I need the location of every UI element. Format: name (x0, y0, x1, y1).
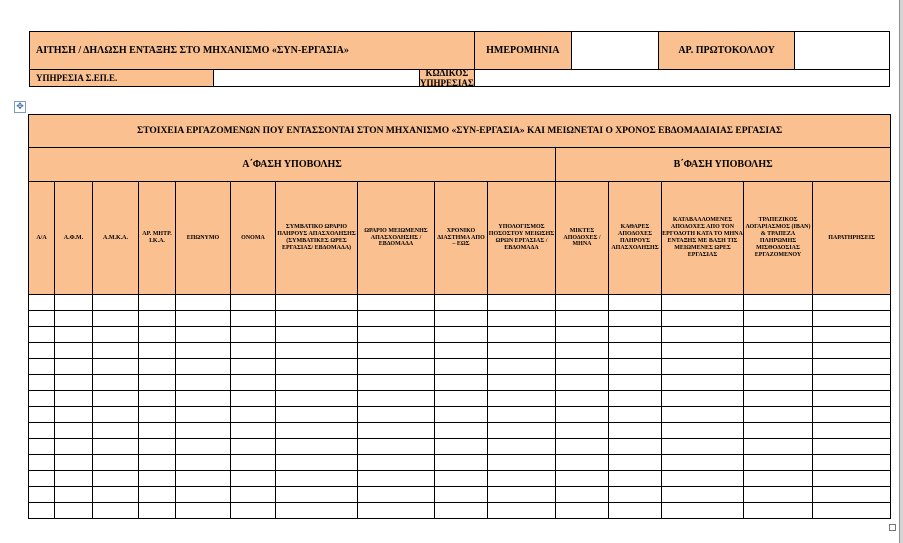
table-cell[interactable] (176, 503, 231, 519)
col-ika: ΑΡ. ΜΗΤΡ. Ι.Κ.Α. (139, 182, 176, 295)
table-cell[interactable] (744, 439, 813, 455)
table-cell[interactable] (744, 327, 813, 343)
table-cell[interactable] (55, 503, 93, 519)
col-aa: Α/Α (29, 182, 55, 295)
table-cell[interactable] (276, 439, 358, 455)
table-row (29, 327, 891, 343)
table-cell[interactable] (662, 375, 744, 391)
service-label: ΥΠΗΡΕΣΙΑ Σ.ΕΠ.Ε. (30, 70, 214, 86)
table-cell[interactable] (556, 471, 609, 487)
table-cell[interactable] (358, 487, 435, 503)
table-cell[interactable] (488, 471, 556, 487)
col-surname: ΕΠΩΝΥΜΟ (176, 182, 231, 295)
col-paid-by-employer: ΚΑΤΑΒΑΛΛΟΜΕΝΕΣ ΑΠΟΔΟΧΕΣ ΑΠΟ ΤΟΝ ΕΡΓΟΔΟΤΗ ΚΑΤΑ ΤΟ ΜΗΝΑ ΕΝΤΑΞΗΣ ΜΕ ΒΑΣΗ ΤΙΣ ΜΕΙΩΜΕΝΕΣ ΩΡΕΣ ΕΡΓΑΣΙΑΣ (662, 182, 744, 295)
table-cell[interactable] (435, 471, 488, 487)
table-cell[interactable] (358, 311, 435, 327)
table-cell[interactable] (662, 295, 744, 311)
table-cell[interactable] (744, 487, 813, 503)
table-cell[interactable] (276, 343, 358, 359)
table-cell[interactable] (556, 359, 609, 375)
service-field[interactable] (214, 70, 420, 86)
table-cell[interactable] (55, 407, 93, 423)
table-cell[interactable] (139, 391, 176, 407)
table-cell[interactable] (176, 487, 231, 503)
table-cell[interactable] (93, 295, 139, 311)
table-cell[interactable] (609, 311, 662, 327)
table-cell[interactable] (231, 343, 276, 359)
table-cell[interactable] (276, 311, 358, 327)
table-cell[interactable] (139, 343, 176, 359)
table-cell[interactable] (556, 343, 609, 359)
table-cell[interactable] (744, 391, 813, 407)
table-cell[interactable] (435, 295, 488, 311)
table-row (29, 503, 891, 519)
table-cell[interactable] (29, 487, 55, 503)
table-cell[interactable] (609, 471, 662, 487)
table-cell[interactable] (276, 327, 358, 343)
table-cell[interactable] (813, 375, 891, 391)
table-cell[interactable] (93, 391, 139, 407)
table-cell[interactable] (744, 423, 813, 439)
table-cell[interactable] (358, 455, 435, 471)
phase-b-header: Β΄ΦΑΣΗ ΥΠΟΒΟΛΗΣ (556, 148, 891, 182)
table-cell[interactable] (29, 423, 55, 439)
table-cell[interactable] (435, 391, 488, 407)
table-cell[interactable] (813, 487, 891, 503)
table-cell[interactable] (488, 455, 556, 471)
table-cell[interactable] (55, 439, 93, 455)
table-cell[interactable] (662, 311, 744, 327)
table-cell[interactable] (744, 455, 813, 471)
table-cell[interactable] (139, 439, 176, 455)
table-cell[interactable] (488, 327, 556, 343)
table-cell[interactable] (662, 359, 744, 375)
table-cell[interactable] (744, 503, 813, 519)
table-cell[interactable] (435, 455, 488, 471)
table-cell[interactable] (813, 391, 891, 407)
table-cell[interactable] (488, 311, 556, 327)
table-cell[interactable] (556, 423, 609, 439)
table-cell[interactable] (488, 407, 556, 423)
table-cell[interactable] (93, 423, 139, 439)
table-cell[interactable] (488, 503, 556, 519)
table-row (29, 375, 891, 391)
table-cell[interactable] (29, 375, 55, 391)
table-cell[interactable] (139, 407, 176, 423)
table-cell[interactable] (358, 391, 435, 407)
table-cell[interactable] (176, 423, 231, 439)
table-cell[interactable] (662, 455, 744, 471)
protocol-label: ΑΡ. ΠΡΩΤΟΚΟΛΛΟΥ (659, 32, 795, 70)
table-cell[interactable] (55, 311, 93, 327)
table-cell[interactable] (93, 407, 139, 423)
table-cell[interactable] (231, 455, 276, 471)
table-cell[interactable] (744, 359, 813, 375)
table-row (29, 343, 891, 359)
table-cell[interactable] (176, 359, 231, 375)
table-cell[interactable] (231, 423, 276, 439)
col-amka: Α.Μ.Κ.Α. (93, 182, 139, 295)
col-name: ΟΝΟΜΑ (231, 182, 276, 295)
table-resize-handle[interactable] (889, 524, 896, 531)
table-cell[interactable] (435, 503, 488, 519)
protocol-field[interactable] (794, 32, 889, 70)
table-cell[interactable] (556, 487, 609, 503)
table-cell[interactable] (276, 295, 358, 311)
table-cell[interactable] (813, 343, 891, 359)
table-cell[interactable] (176, 407, 231, 423)
table-cell[interactable] (813, 359, 891, 375)
table-cell[interactable] (813, 423, 891, 439)
table-cell[interactable] (29, 391, 55, 407)
table-cell[interactable] (358, 295, 435, 311)
table-cell[interactable] (176, 343, 231, 359)
table-cell[interactable] (609, 407, 662, 423)
table-cell[interactable] (29, 327, 55, 343)
table-cell[interactable] (744, 295, 813, 311)
move-handle-icon[interactable]: ✥ (14, 101, 26, 113)
employees-table (28, 114, 891, 519)
table-cell[interactable] (93, 471, 139, 487)
table-cell[interactable] (358, 407, 435, 423)
table-cell[interactable] (662, 439, 744, 455)
table-cell[interactable] (29, 407, 55, 423)
form-title: ΑΙΤΗΣΗ / ΔΗΛΩΣΗ ΕΝΤΑΞΗΣ ΣΤΟ ΜΗΧΑΝΙΣΜΟ «ΣΥΝ-ΕΡΓΑΣΙΑ» (30, 32, 475, 70)
table-cell[interactable] (556, 503, 609, 519)
table-cell[interactable] (609, 359, 662, 375)
table-cell[interactable] (488, 439, 556, 455)
table-cell[interactable] (662, 487, 744, 503)
table-cell[interactable] (231, 327, 276, 343)
table-cell[interactable] (609, 391, 662, 407)
table-cell[interactable] (556, 311, 609, 327)
table-cell[interactable] (609, 487, 662, 503)
col-reduced-hours: ΩΡΑΡΙΟ ΜΕΙΩΜΕΝΗΣ ΑΠΑΣΧΟΛΗΣΗΣ / ΕΒΔΟΜΑΔΑ (358, 182, 435, 295)
table-cell[interactable] (276, 375, 358, 391)
service-code-field[interactable] (474, 70, 889, 87)
table-cell[interactable] (176, 327, 231, 343)
col-gross-pay: ΜΙΚΤΕΣ ΑΠΟΔΟΧΕΣ / ΜΗΝΑ (556, 182, 609, 295)
table-cell[interactable] (813, 503, 891, 519)
col-contract-hours: ΣΥΜΒΑΤΙΚΟ ΩΡΑΡΙΟ ΠΛΗΡΟΥΣ ΑΠΑΣΧΟΛΗΣΗΣ (ΣΥΜΒΑΤΙΚΕΣ ΩΡΕΣ ΕΡΓΑΣΙΑΣ/ ΕΒΔΟΜΑΔΑ) (276, 182, 358, 295)
table-row (29, 439, 891, 455)
table-cell[interactable] (744, 471, 813, 487)
col-afm: Α.Φ.Μ. (55, 182, 93, 295)
table-cell[interactable] (813, 311, 891, 327)
table-cell[interactable] (55, 295, 93, 311)
table-cell[interactable] (488, 359, 556, 375)
table-cell[interactable] (744, 375, 813, 391)
col-reduction-percent: ΥΠΟΛΟΓΙΣΜΟΣ ΠΟΣΟΣΤΟΥ ΜΕΙΩΣΗΣ ΩΡΩΝ ΕΡΓΑΣΙΑΣ / ΕΒΔΟΜΑΔΑ (488, 182, 556, 295)
table-cell[interactable] (231, 295, 276, 311)
table-cell[interactable] (435, 375, 488, 391)
table-cell[interactable] (276, 487, 358, 503)
table-cell[interactable] (662, 423, 744, 439)
table-cell[interactable] (488, 343, 556, 359)
table-cell[interactable] (276, 471, 358, 487)
table-cell[interactable] (435, 407, 488, 423)
table-cell[interactable] (813, 407, 891, 423)
table-cell[interactable] (435, 359, 488, 375)
table-cell[interactable] (231, 503, 276, 519)
table-row (29, 407, 891, 423)
table-cell[interactable] (93, 503, 139, 519)
table-title: ΣΤΟΙΧΕΙΑ ΕΡΓΑΖΟΜΕΝΩΝ ΠΟΥ ΕΝΤΑΣΣΟΝΤΑΙ ΣΤΟΝ ΜΗΧΑΝΙΣΜΟ «ΣΥΝ-ΕΡΓΑΣΙΑ» ΚΑΙ ΜΕΙΩΝΕΤΑΙ Ο ΧΡΟΝΟΣ ΕΒΔΟΜΑΔΙΑΙΑΣ ΕΡΓΑΣΙΑΣ (29, 115, 891, 148)
table-cell[interactable] (139, 487, 176, 503)
table-cell[interactable] (556, 407, 609, 423)
table-cell[interactable] (435, 487, 488, 503)
table-row (29, 471, 891, 487)
table-cell[interactable] (29, 471, 55, 487)
table-cell[interactable] (93, 439, 139, 455)
table-cell[interactable] (93, 311, 139, 327)
table-cell[interactable] (276, 391, 358, 407)
table-cell[interactable] (358, 343, 435, 359)
table-cell[interactable] (813, 471, 891, 487)
table-cell[interactable] (93, 487, 139, 503)
table-cell[interactable] (29, 311, 55, 327)
table-cell[interactable] (139, 295, 176, 311)
table-cell[interactable] (662, 343, 744, 359)
table-cell[interactable] (276, 503, 358, 519)
table-cell[interactable] (176, 439, 231, 455)
table-cell[interactable] (55, 375, 93, 391)
date-field[interactable] (571, 32, 658, 70)
table-cell[interactable] (231, 311, 276, 327)
table-cell[interactable] (93, 455, 139, 471)
table-cell[interactable] (139, 327, 176, 343)
table-cell[interactable] (93, 327, 139, 343)
table-cell[interactable] (139, 359, 176, 375)
table-cell[interactable] (358, 375, 435, 391)
table-cell[interactable] (556, 391, 609, 407)
table-row (29, 311, 891, 327)
table-cell[interactable] (231, 439, 276, 455)
table-cell[interactable] (231, 359, 276, 375)
table-cell[interactable] (358, 359, 435, 375)
table-cell[interactable] (609, 343, 662, 359)
table-cell[interactable] (609, 295, 662, 311)
table-cell[interactable] (55, 327, 93, 343)
table-cell[interactable] (488, 391, 556, 407)
table-cell[interactable] (176, 375, 231, 391)
table-cell[interactable] (29, 295, 55, 311)
table-cell[interactable] (55, 391, 93, 407)
table-cell[interactable] (813, 455, 891, 471)
table-cell[interactable] (231, 471, 276, 487)
table-cell[interactable] (358, 423, 435, 439)
table-cell[interactable] (813, 295, 891, 311)
table-cell[interactable] (435, 343, 488, 359)
table-row (29, 455, 891, 471)
service-row (30, 70, 475, 87)
table-cell[interactable] (29, 455, 55, 471)
table-cell[interactable] (744, 407, 813, 423)
col-net-pay: ΚΑΘΑΡΕΣ ΑΠΟΔΟΧΕΣ ΠΛΗΡΟΥΣ ΑΠΑΣΧΟΛΗΣΗΣ (609, 182, 662, 295)
table-row (29, 487, 891, 503)
table-cell[interactable] (435, 423, 488, 439)
table-row (29, 391, 891, 407)
table-cell[interactable] (609, 375, 662, 391)
table-cell[interactable] (276, 359, 358, 375)
table-cell[interactable] (358, 439, 435, 455)
table-cell[interactable] (29, 503, 55, 519)
table-cell[interactable] (358, 471, 435, 487)
table-cell[interactable] (55, 455, 93, 471)
col-period: ΧΡΟΝΙΚΟ ΔΙΑΣΤΗΜΑ ΑΠΟ – ΕΩΣ (435, 182, 488, 295)
date-label: ΗΜΕΡΟΜΗΝΙΑ (474, 32, 571, 70)
col-iban: ΤΡΑΠΕΖΙΚΟΣ ΛΟΓΑΡΙΑΣΜΟΣ (IBAN) & ΤΡΑΠΕΖΑ ΠΛΗΡΩΜΗΣ ΜΙΣΘΟΔΟΣΙΑΣ ΕΡΓΑΖΟΜΕΝΟΥ (744, 182, 813, 295)
table-cell[interactable] (556, 455, 609, 471)
table-cell[interactable] (176, 295, 231, 311)
table-cell[interactable] (609, 423, 662, 439)
table-cell[interactable] (662, 391, 744, 407)
table-cell[interactable] (176, 471, 231, 487)
table-cell[interactable] (662, 503, 744, 519)
table-row (29, 423, 891, 439)
table-cell[interactable] (556, 439, 609, 455)
table-cell[interactable] (358, 503, 435, 519)
table-cell[interactable] (139, 375, 176, 391)
table-cell[interactable] (231, 487, 276, 503)
table-cell[interactable] (139, 455, 176, 471)
table-cell[interactable] (556, 375, 609, 391)
table-cell[interactable] (55, 487, 93, 503)
service-code-label: ΚΩΔΙΚΟΣ ΥΠΗΡΕΣΙΑΣ (420, 68, 474, 88)
table-cell[interactable] (55, 423, 93, 439)
table-cell[interactable] (813, 327, 891, 343)
table-cell[interactable] (55, 471, 93, 487)
table-cell[interactable] (813, 439, 891, 455)
table-cell[interactable] (662, 471, 744, 487)
table-cell[interactable] (358, 327, 435, 343)
table-cell[interactable] (744, 343, 813, 359)
table-cell[interactable] (176, 391, 231, 407)
table-cell[interactable] (176, 455, 231, 471)
table-cell[interactable] (139, 471, 176, 487)
header-table (29, 31, 890, 87)
table-cell[interactable] (435, 327, 488, 343)
table-cell[interactable] (556, 327, 609, 343)
phase-a-header: Α΄ΦΑΣΗ ΥΠΟΒΟΛΗΣ (29, 148, 556, 182)
table-cell[interactable] (139, 503, 176, 519)
table-cell[interactable] (231, 391, 276, 407)
table-cell[interactable] (609, 327, 662, 343)
table-cell[interactable] (176, 311, 231, 327)
table-cell[interactable] (744, 311, 813, 327)
table-cell[interactable] (488, 423, 556, 439)
table-cell[interactable] (276, 455, 358, 471)
table-cell[interactable] (556, 295, 609, 311)
table-cell[interactable] (93, 359, 139, 375)
table-cell[interactable] (139, 423, 176, 439)
table-row (29, 295, 891, 311)
table-cell[interactable] (276, 423, 358, 439)
table-cell[interactable] (662, 407, 744, 423)
table-cell[interactable] (488, 487, 556, 503)
table-cell[interactable] (139, 311, 176, 327)
table-cell[interactable] (609, 455, 662, 471)
col-remarks: ΠΑΡΑΤΗΡΗΣΕΙΣ (813, 182, 891, 295)
table-cell[interactable] (93, 343, 139, 359)
table-cell[interactable] (435, 439, 488, 455)
table-cell[interactable] (55, 359, 93, 375)
table-cell[interactable] (29, 359, 55, 375)
table-row (29, 359, 891, 375)
table-cell[interactable] (609, 503, 662, 519)
table-cell[interactable] (29, 439, 55, 455)
table-cell[interactable] (93, 375, 139, 391)
table-cell[interactable] (435, 311, 488, 327)
table-cell[interactable] (609, 439, 662, 455)
table-cell[interactable] (55, 343, 93, 359)
table-cell[interactable] (231, 375, 276, 391)
table-cell[interactable] (662, 327, 744, 343)
table-cell[interactable] (29, 343, 55, 359)
table-cell[interactable] (488, 295, 556, 311)
table-cell[interactable] (231, 407, 276, 423)
table-cell[interactable] (488, 375, 556, 391)
table-cell[interactable] (276, 407, 358, 423)
